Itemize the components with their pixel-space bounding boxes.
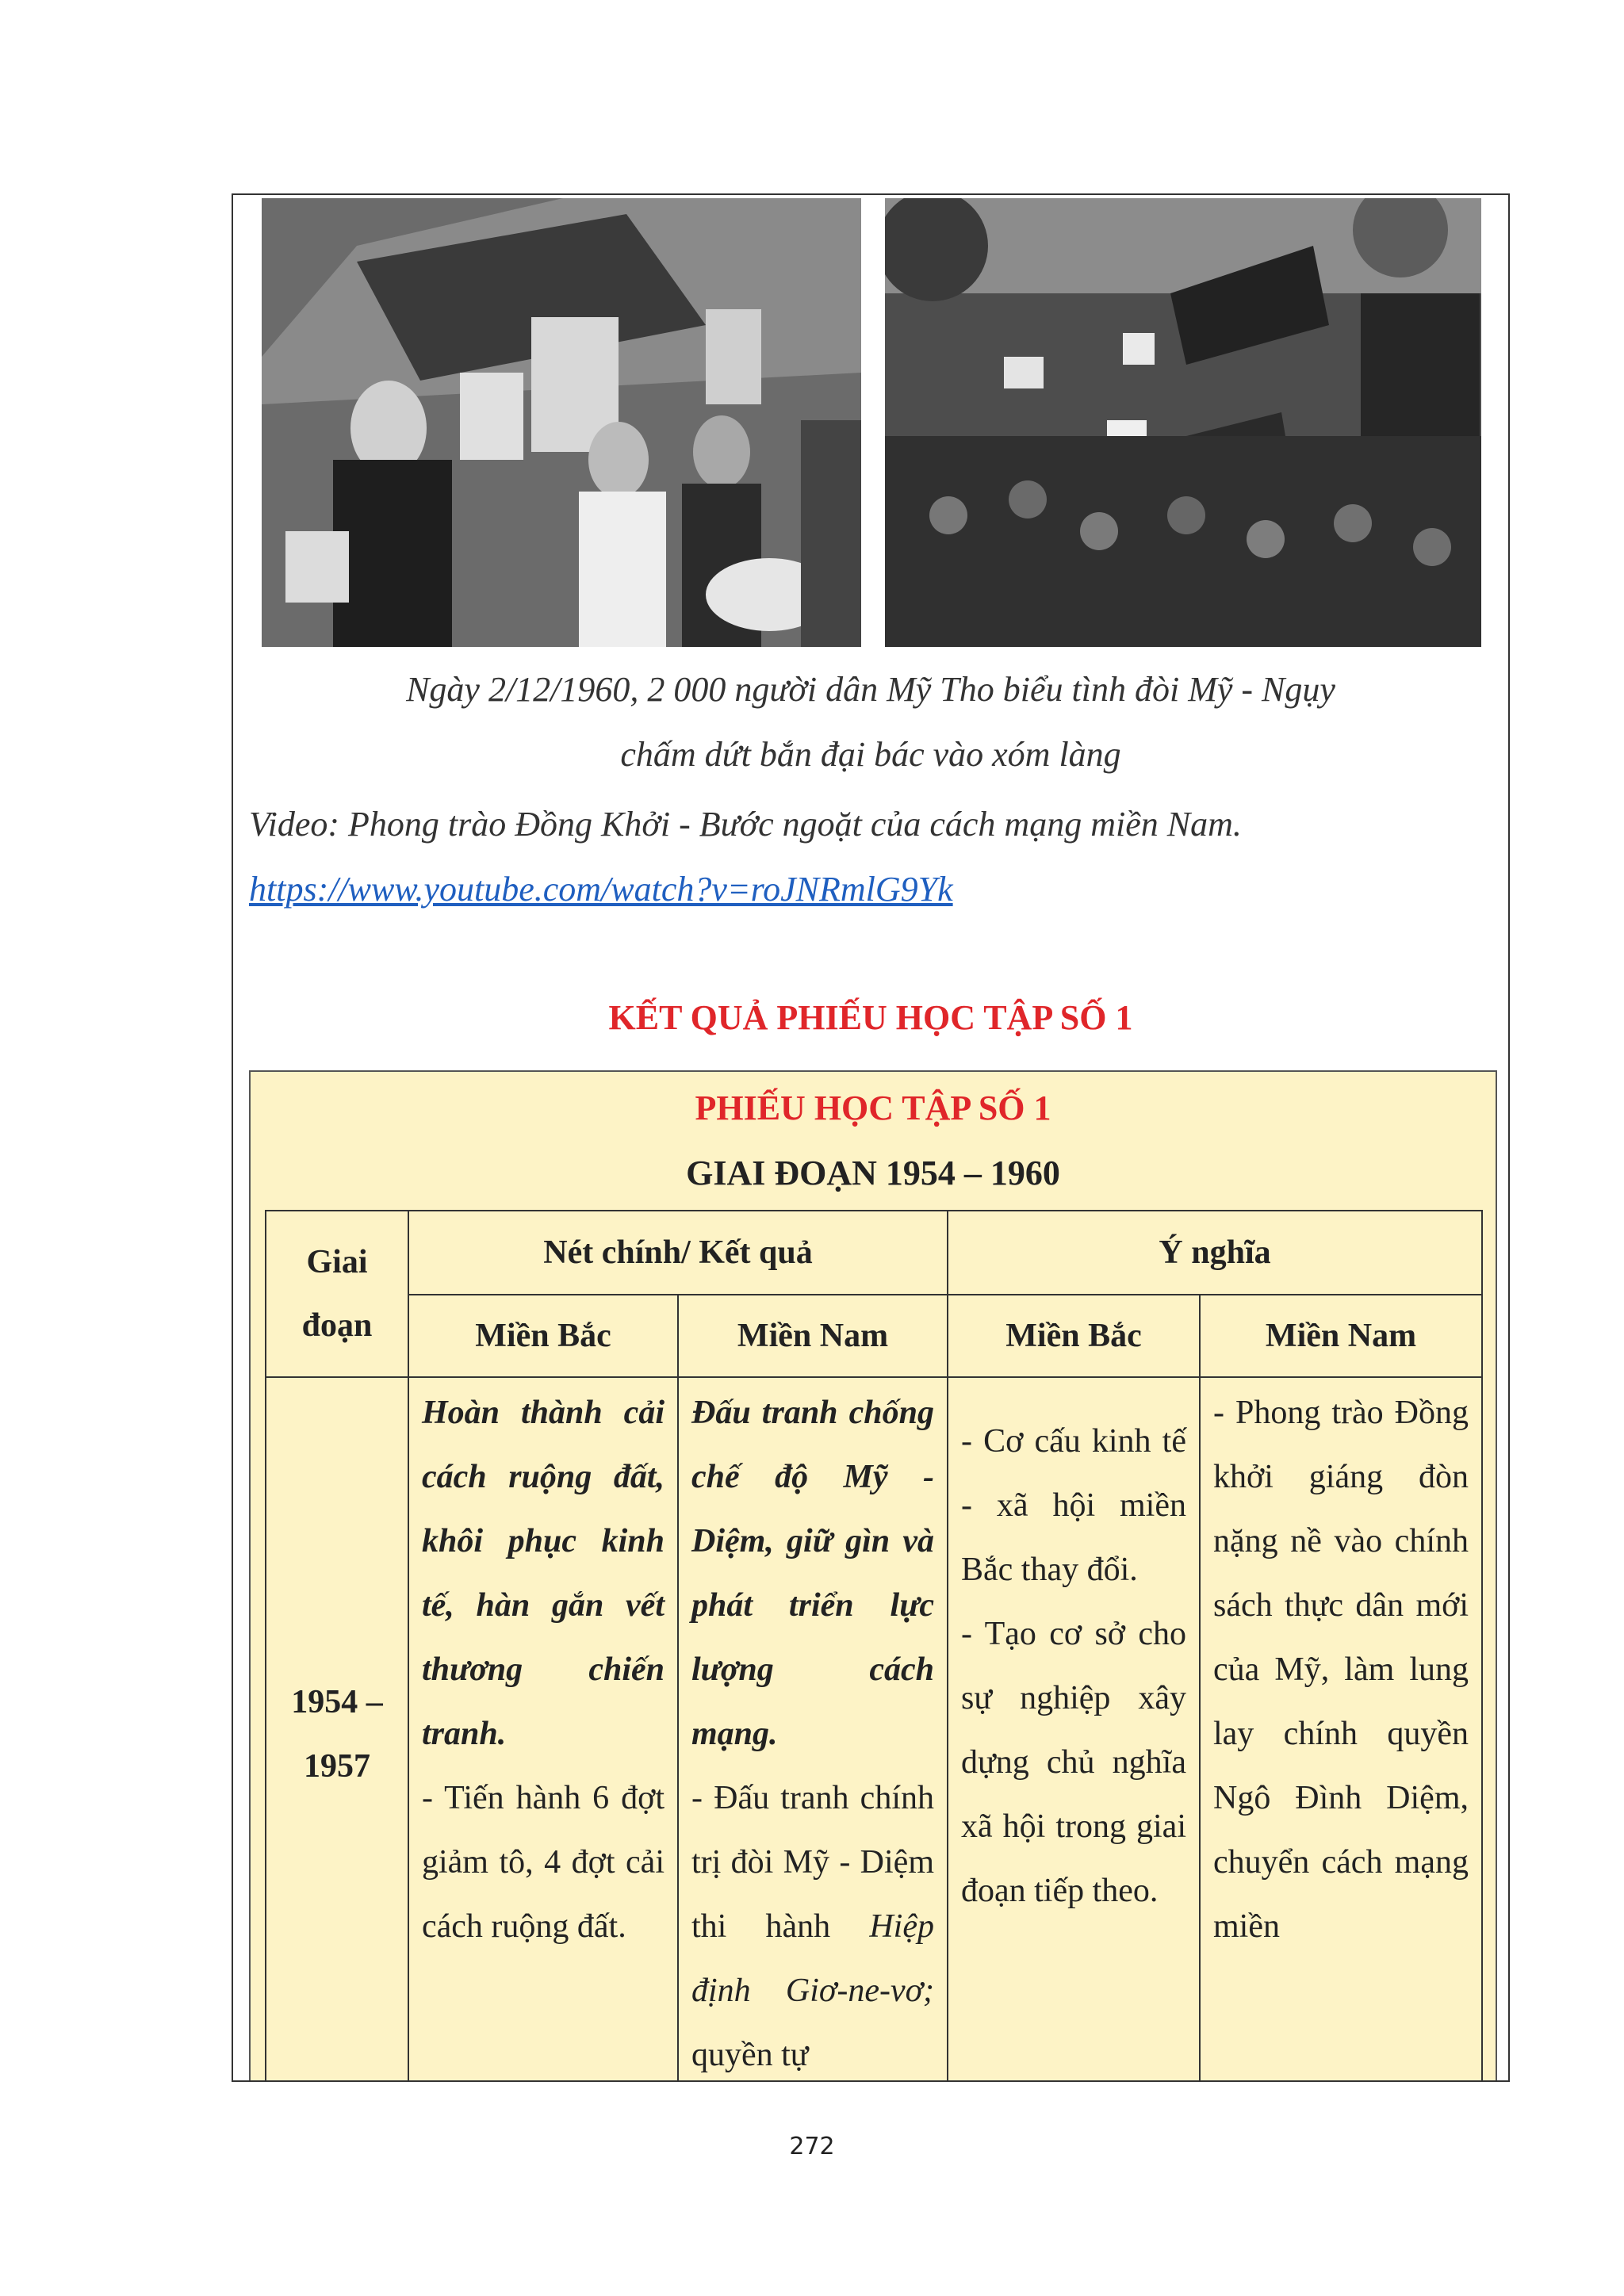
photo-caption-line1: Ngày 2/12/1960, 2 000 người dân Mỹ Tho biểu tình đòi Mỹ - Ngụy — [406, 670, 1335, 709]
south-main-body-italic: Hiệp định Giơ-ne-vơ; — [691, 1908, 934, 2009]
header-south-meaning: Miền Nam — [1200, 1295, 1482, 1377]
south-main-body-a: - Đấu tranh chính trị đòi Mỹ - Diệm thi hành — [691, 1780, 934, 1945]
photo-caption-line2: chấm dứt bắn đại bác vào xóm làng — [620, 735, 1121, 774]
north-meaning-cell: - Cơ cấu kinh tế - xã hội miền Bắc thay đổi. - Tạo cơ sở cho sự nghiệp xây dựng chủ nghĩa xã hội trong giai đoạn tiếp theo. — [948, 1377, 1200, 2082]
north-main-heading: Hoàn thành cải cách ruộng đất, khôi phục kinh tế, hàn gắn vết thương chiến tranh. — [422, 1395, 665, 1752]
worksheet-title: PHIẾU HỌC TẬP SỐ 1 — [695, 1089, 1051, 1127]
north-main-cell — [408, 1377, 678, 2082]
north-main-body: - Tiến hành 6 đợt giảm tô, 4 đợt cải cách ruộng đất. — [422, 1780, 665, 1945]
header-meaning: Ý nghĩa — [948, 1211, 1482, 1295]
period-cell: 1954 – 1957 — [266, 1377, 408, 2082]
page-number: 272 — [789, 2133, 835, 2160]
south-main-body-b: quyền tự — [691, 2037, 809, 2073]
header-north-main: Miền Bắc — [408, 1295, 678, 1377]
worksheet-subtitle: GIAI ĐOẠN 1954 – 1960 — [686, 1154, 1060, 1192]
protest-photo-left — [262, 198, 861, 647]
header-south-main: Miền Nam — [678, 1295, 948, 1377]
south-meaning-cell: - Phong trào Đồng khởi giáng đòn nặng nề vào chính sách thực dân mới của Mỹ, làm lung lay chính quyền Ngô Đình Diệm, chuyển cách mạng miền — [1200, 1377, 1482, 2082]
worksheet-table — [265, 1210, 1483, 2082]
video-description: Video: Phong trào Đồng Khởi - Bước ngoặt của cách mạng miền Nam. — [249, 805, 1242, 844]
header-main-results: Nét chính/ Kết quả — [408, 1211, 948, 1295]
worksheet-box — [249, 1070, 1497, 2082]
south-main-heading: Đấu tranh chống chế độ Mỹ - Diệm, giữ gìn và phát triển lực lượng cách mạng. — [691, 1395, 934, 1752]
header-period: Giai đoạn — [266, 1211, 408, 1377]
content-frame — [232, 193, 1510, 2082]
protest-photo-right — [885, 198, 1481, 647]
header-north-meaning: Miền Bắc — [948, 1295, 1200, 1377]
result-title: KẾT QUẢ PHIẾU HỌC TẬP SỐ 1 — [608, 998, 1133, 1037]
video-link[interactable]: https://www.youtube.com/watch?v=roJNRmlG9Yk — [249, 870, 953, 909]
south-main-cell — [678, 1377, 948, 2082]
